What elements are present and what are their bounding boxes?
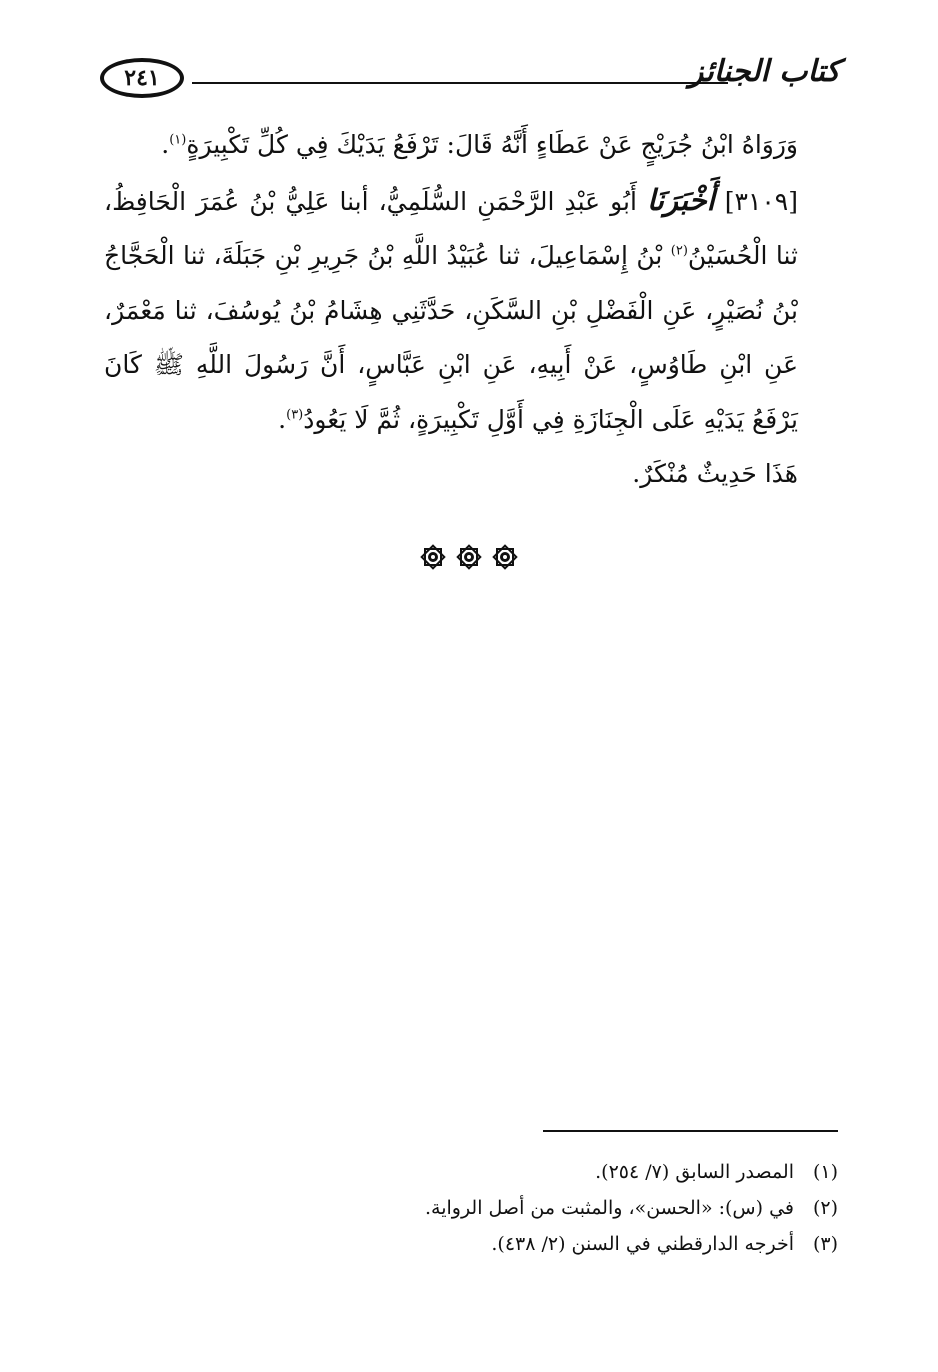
header-rule [192, 82, 728, 84]
footnote-text: أخرجه الدارقطني في السنن (٢/ ٤٣٨). [491, 1233, 794, 1255]
paragraph-verdict [104, 447, 838, 502]
ornament-icon [490, 542, 520, 572]
paragraph-hadith [104, 173, 838, 448]
footnote-separator [543, 1130, 838, 1132]
text-line: وَرَوَاهُ ابْنُ جُرَيْجٍ عَنْ عَطَاءٍ أَنَّهُ قَالَ: تَرْفَعُ يَدَيْكَ فِي كُلِّ تَكْبِيرَةٍ [186, 130, 798, 159]
section-ornaments [0, 542, 938, 572]
footnote-item [104, 1190, 838, 1226]
verdict-text: هَذَا حَدِيثٌ مُنْكَرٌ. [632, 459, 798, 488]
punctuation: . [161, 130, 170, 159]
footnote-number: (١) [812, 1161, 838, 1183]
footnote-number: (٣) [812, 1233, 838, 1255]
ornament-icon [454, 542, 484, 572]
footnote-item [104, 1154, 838, 1190]
footnote-number: (٢) [812, 1197, 838, 1219]
paragraph-ibn-jurayj [104, 118, 838, 173]
footnote-text: المصدر السابق (٧/ ٢٥٤). [595, 1161, 794, 1183]
hadith-label: أَخْبَرَنَا [647, 182, 715, 217]
footnote-ref: (٢) [670, 243, 688, 259]
ornament-icon [418, 542, 448, 572]
page-number-badge: ٢٤١ [100, 58, 184, 98]
footnote-ref: (١) [169, 132, 187, 148]
main-text [104, 118, 838, 502]
page-header [100, 52, 840, 108]
punctuation: . [278, 404, 287, 434]
footnotes [104, 1154, 838, 1262]
running-title: كتاب الجنائز [688, 54, 840, 89]
hadith-number: [٣١٠٩] [724, 186, 798, 216]
footnote-item [104, 1226, 838, 1262]
hadith-chain-part2: بْنُ إِسْمَاعِيلَ، ثنا عُبَيْدُ اللَّهِ بْنُ جَرِيرِ بْنِ جَبَلَةَ، ثنا الْحَجَّاجُ بْنُ نُصَيْرٍ، عَنِ الْفَضْلِ بْنِ السَّكَنِ، حَدَّثَنِي هِشَامُ بْنُ يُوسُفَ، ثنا مَعْمَرٌ، عَنِ ابْنِ طَاوُسٍ، عَنْ أَبِيهِ، عَنِ ابْنِ عَبَّاسٍ، أَنَّ رَسُولَ اللَّهِ ﷺ كَانَ يَرْفَعُ يَدَيْهِ عَلَى الْجِنَازَةِ فِي أَوَّلِ تَكْبِيرَةٍ، ثُمَّ لَا يَعُودُ [104, 241, 798, 434]
hadith-chain-part1: أَبُو عَبْدِ الرَّحْمَنِ السُّلَمِيُّ، أبنا عَلِيُّ بْنُ عُمَرَ الْحَافِظُ، ثنا الْحُسَيْنُ [104, 186, 798, 270]
footnote-ref: (٣) [286, 407, 304, 423]
footnote-text: في (س): «الحسن»، والمثبت من أصل الرواية. [424, 1197, 794, 1219]
